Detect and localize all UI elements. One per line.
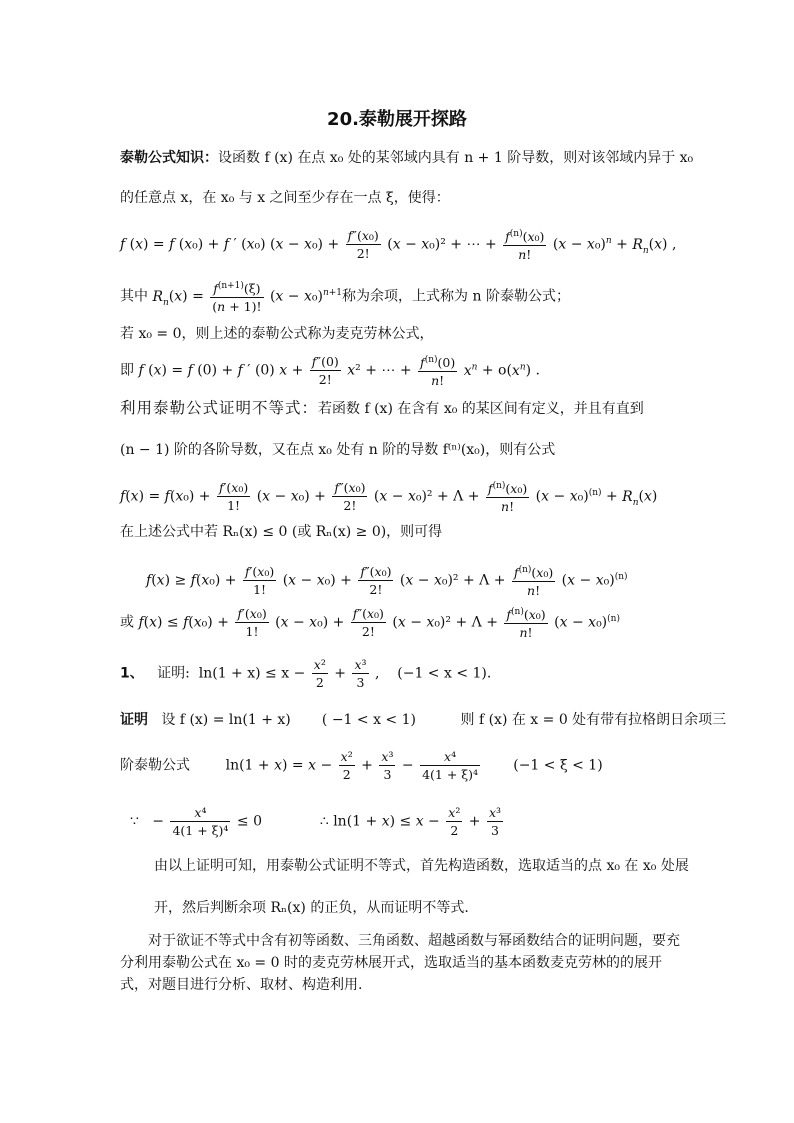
because-symbol: ∵ [130,813,139,830]
example-number: 1、 [120,665,144,682]
proof-range: ( −1 < x < 1) [321,712,416,728]
proof-line-3: ∵ − $\frac{\text{x⁴}}{\text{4(1 + ξ)⁴}}$ ≤ 0 ∴ ln(1 + x) ≤ x − $\frac{\text{x²}}{2}$ + $\frac{\text{x³}}{3}$ [130,805,502,838]
inequality-ge: f(x) ≥ f(x₀) + $\frac{\text{f′(x₀)}}{1!}$ (x − x₀) + $\frac{\text{f″(x₀)}}{2!}$ (x − x₀)² + Λ + $\frac{f^{(n)}(x_0)}{n!}$ $(x - x_0)^{(n)}$ [146,562,628,599]
fraction: $\frac{f^{(n)}(x_0)}{n!}$ [503,226,546,263]
taylor-formula-2: f(x) = f(x₀) + $\frac{\text{f′(x₀)}}{1!}$ (x − x₀) + $\frac{\text{f″(x₀)}}{2!}$ (x − x₀)² + Λ + $\frac{f^{(n)}(x_0)}{n!}$ $(x - x_0)^{(n)} + R_n(x)$ [120,478,657,515]
section2-cond: 在上述公式中若 Rₙ(x) ≤ 0 (或 Rₙ(x) ≥ 0)，则可得 [120,524,443,540]
fraction: $\frac{\text{x⁴}}{\text{4(1 + ξ)⁴}}$ [172,805,229,838]
intro-label: 泰勒公式知识： [120,150,218,166]
maclaurin-prefix: 即 [120,362,134,379]
fraction: $\frac{f^{(n)}(x_0)}{n!}$ [512,562,555,599]
intro-text-1: 设函数 f (x) 在点 x₀ 处的某邻域内具有 n + 1 阶导数，则对该邻域内异于 x₀ [218,150,694,166]
intro-line-1 [120,148,693,168]
fraction: $\frac{\text{f′(x₀)}}{1!}$ [237,606,267,640]
fraction: $\frac{\text{f″(x₀)}}{2!}$ [352,606,384,640]
fraction: $\frac{\text{x³}}{3}$ [354,657,367,690]
therefore-symbol: ∴ [319,813,329,830]
example-statement: 1、 证明: ln(1 + x) ≤ x − $\frac{\text{x²}}{2}$ + $\frac{\text{x³}}{3}$ , (−1 < x < 1). [120,657,492,690]
remainder-text: 称为余项，上式称为 n 阶泰勒公式； [342,288,570,305]
fraction: $\frac{f^{(n)}(0)}{n!}$ [418,352,457,389]
fraction: $\frac{\text{x²}}{2}$ [448,805,461,838]
proof-line-1 [120,710,726,730]
fraction: $\frac{\text{x⁴}}{\text{4(1 + ξ)⁴}}$ [422,749,479,782]
section2-line-1 [120,398,644,419]
example-inequality: ln(1 + x) ≤ x − [198,665,306,682]
inequality-le: 或 f(x) ≤ f(x₀) + $\frac{\text{f′(x₀)}}{1!}$ (x − x₀) + $\frac{\text{f″(x₀)}}{2!}$ (x − x₀)² + Λ + $\frac{f^{(n)}(x_0)}{n!}$ $(x - x_0)^{(n)}$ [120,604,620,641]
proof-text-2: 阶泰勒公式 [120,757,190,774]
conclusion-line-2: 开，然后判断余项 Rₙ(x) 的正负，从而证明不等式. [154,900,469,916]
fraction: $\frac{\text{f″(x₀)}}{2!}$ [347,228,379,262]
section2-text-2: (n − 1) 阶的各阶导数，又在点 x₀ 处有 n 阶的导数 f⁽ⁿ⁾(x₀)，则有公式 [120,442,556,458]
fraction: $\frac{\text{f′(x₀)}}{1!}$ [218,480,249,514]
page-title: 20.泰勒展开探路 [327,109,467,130]
proof-range-2: (−1 < ξ < 1) [513,757,603,774]
summary-paragraph: 对于欲证不等式中含有初等函数、三角函数、超越函数与幂函数结合的证明问题，要充分利用泰勒公式在 x₀ = 0 时的麦克劳林展开式，选取适当的基本函数麦克劳林的的展开式，对题目进行分析、取材、构造利用. [120,933,680,993]
fraction: $\frac{\text{x²}}{2}$ [340,749,353,782]
fraction: $\frac{f''(0)}{2!}$ [311,354,339,388]
fraction: $\frac{f^{(n+1)}(\xi)}{(n + 1)!}$ [210,278,263,315]
maclaurin-text: 若 x₀ = 0，则上述的泰勒公式称为麦克劳林公式， [120,326,434,342]
section2-heading: 利用泰勒公式证明不等式： [120,399,319,417]
conclusion-line-1: 由以上证明可知，用泰勒公式证明不等式，首先构造函数，选取适当的点 x₀ 在 x₀ 处展 [154,858,689,874]
fraction: $\frac{\text{f″(x₀)}}{2!}$ [334,480,366,514]
maclaurin-formula: 即 f (x) = f (0) + f ′ (0) x + $\frac{f''(0)}{2!}$ x² + ⋯ + $\frac{f^{(n)}(0)}{n!}$ $x^n + o(x^n)$ . [120,352,540,389]
fraction: $\frac{\text{f″(x₀)}}{2!}$ [360,564,392,598]
fraction: $\frac{\text{x³}}{3}$ [488,805,502,838]
fraction: $\frac{f^{(n)}(x_0)}{n!}$ [486,478,529,515]
fraction: $\frac{\text{f′(x₀)}}{1!}$ [244,564,275,598]
fraction: $\frac{\text{x³}}{3}$ [381,749,394,782]
intro-text-2: 的任意点 x，在 x₀ 与 x 之间至少存在一点 ξ，使得： [120,190,450,206]
taylor-formula: f (x) = f (x₀) + f ′ (x₀) (x − x₀) + $\frac{\text{f″(x₀)}}{2!}$ (x − x₀)² + ⋯ + $\frac{f^{(n)}(x_0)}{n!}$ $(x - x_0)^n + R_n(x)$ , [120,226,676,263]
proof-text-1: 设 f (x) = ln(1 + x) [161,712,291,728]
example-prompt: 证明: [157,665,190,682]
proof-line-2: 阶泰勒公式 ln(1 + x) = x − $\frac{\text{x²}}{2}$ + $\frac{\text{x³}}{3}$ − $\frac{\text{x⁴}}{\text{4(1 + ξ)⁴}}$ (−1 < ξ < 1) [120,749,603,782]
section2-text-1: 若函数 f (x) 在含有 x₀ 的某区间有定义，并且有直到 [318,401,644,417]
remainder-line: 其中 $R_n(x)$ = $\frac{f^{(n+1)}(\xi)}{(n + 1)!}$ $(x - x_0)^{n+1}$称为余项，上式称为 n 阶泰勒公式； [120,278,570,315]
proof-text-1-tail: 则 f (x) 在 x = 0 处有带有拉格朗日余项三 [460,712,727,728]
example-range: (−1 < x < 1). [397,665,492,682]
proof-label: 证明 [120,712,148,728]
remainder-prefix: 其中 [120,288,148,305]
fraction: $\frac{\text{x²}}{2}$ [313,657,326,690]
fraction: $\frac{f^{(n)}(x_0)}{n!}$ [504,604,547,641]
or-label: 或 [120,614,134,631]
